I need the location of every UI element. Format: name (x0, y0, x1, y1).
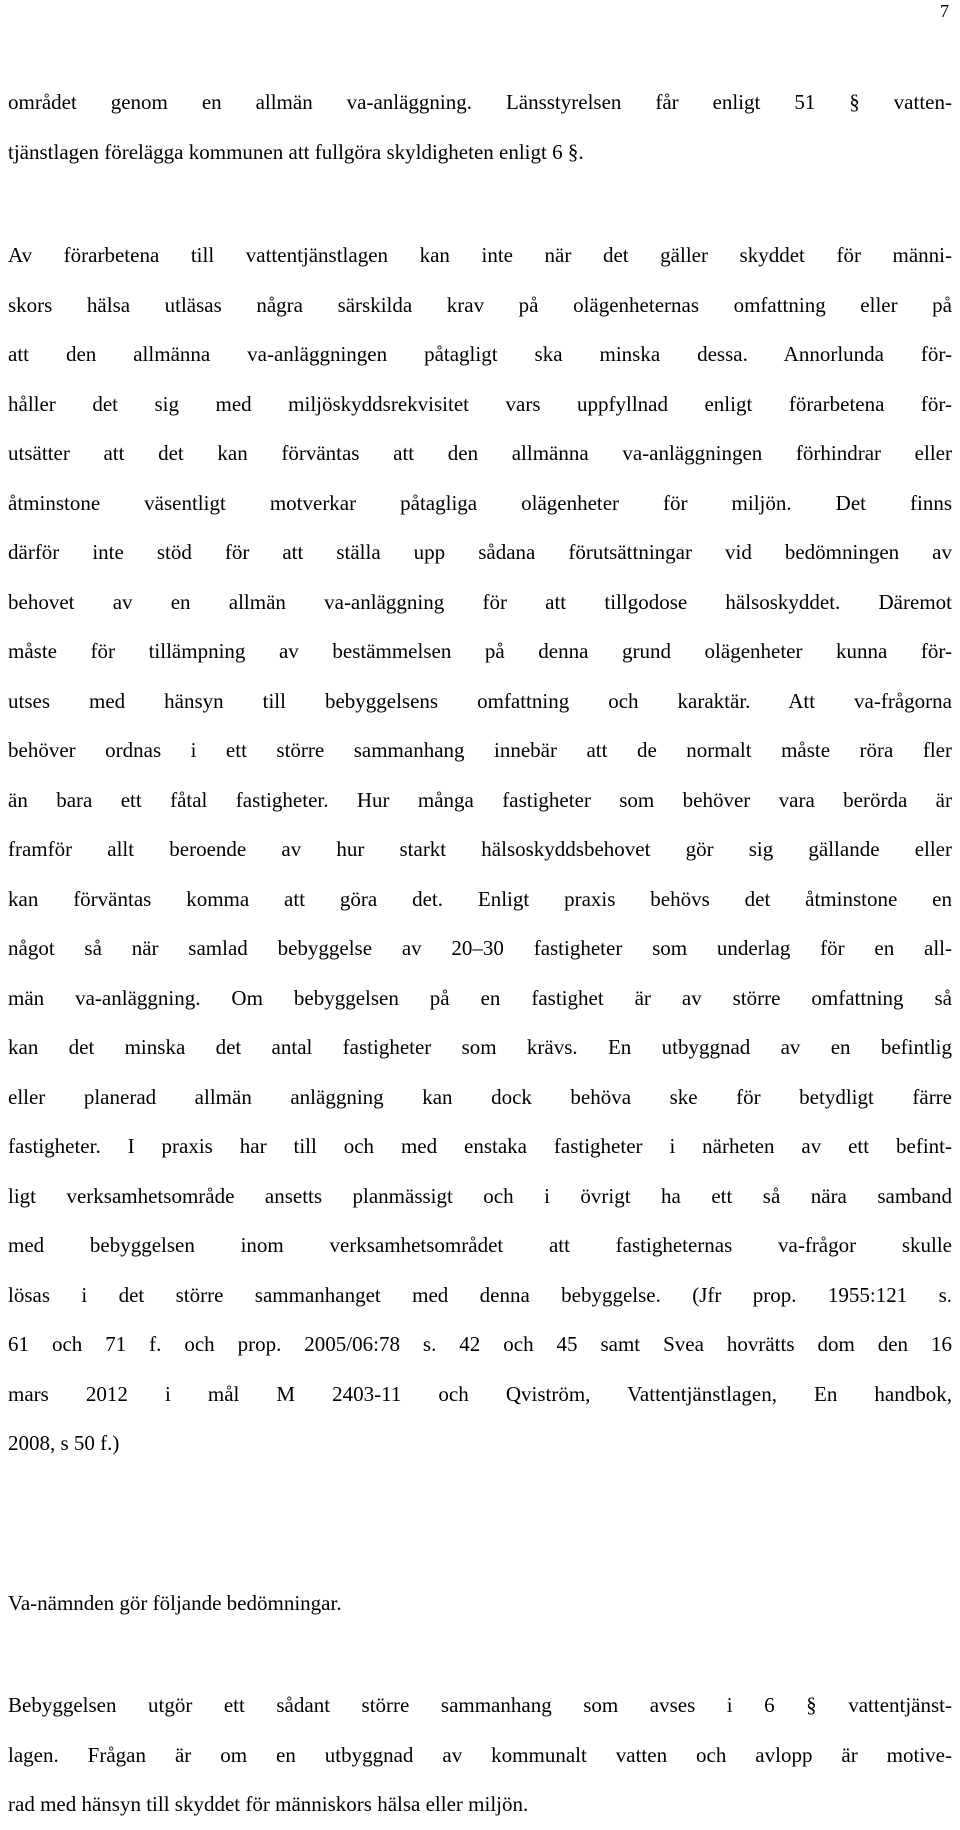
text-line: utses med hänsyn till bebyggelsens omfattning och karaktär. Att va-frågorna (8, 688, 952, 713)
text-line: därför inte stöd för att ställa upp sådana förutsättningar vid bedömningen av (8, 540, 952, 564)
paragraph-3 (8, 1579, 952, 1629)
text-line: lagen. Frågan är om en utbyggnad av kommunalt vatten och avlopp är motive- (8, 1742, 952, 1767)
text-line: behöver ordnas i ett större sammanhang innebär att de normalt måste röra fler (8, 738, 952, 762)
text-line: att den allmänna va-anläggningen påtagligt ska minska dessa. Annorlunda för- (8, 342, 952, 366)
text-line: Av förarbetena till vattentjänstlagen kan inte när det gäller skyddet för männi- (8, 243, 952, 267)
text-line: Va-nämnden gör följande bedömningar. (8, 1591, 342, 1615)
text-line: 2008, s 50 f.) (8, 1431, 120, 1455)
page-number: 7 (940, 1, 949, 21)
text-line: med bebyggelsen inom verksamhetsområdet att fastigheternas va-frågor skulle (8, 1233, 952, 1257)
paragraph-1 (8, 78, 952, 177)
paragraph-4 (8, 1681, 952, 1830)
text-line: skors hälsa utläsas några särskilda krav på olägenheternas omfattning eller på (8, 292, 952, 317)
text-line: tjänstlagen förelägga kommunen att fullgöra skyldigheten enligt 6 §. (8, 139, 584, 164)
text-line: kan förväntas komma att göra det. Enligt praxis behövs det åtminstone en (8, 886, 952, 911)
text-line: 61 och 71 f. och prop. 2005/06:78 s. 42 och 45 samt Svea hovrätts dom den 16 (8, 1332, 952, 1356)
text-line: eller planerad allmän anläggning kan dock behöva ske för betydligt färre (8, 1084, 952, 1109)
text-line: kan det minska det antal fastigheter som krävs. En utbyggnad av en befintlig (8, 1035, 952, 1059)
text-line: mars 2012 i mål M 2403-11 och Qviström, Vattentjänstlagen, En handbok, (8, 1381, 952, 1406)
text-line: lösas i det större sammanhanget med denna bebyggelse. (Jfr prop. 1955:121 s. (8, 1282, 952, 1307)
text-line: rad med hänsyn till skyddet för människors hälsa eller miljön. (8, 1792, 529, 1816)
text-line: män va-anläggning. Om bebyggelsen på en fastighet är av större omfattning så (8, 985, 952, 1010)
text-line: Bebyggelsen utgör ett sådant större sammanhang som avses i 6 § vattentjänst- (8, 1693, 952, 1717)
text-line: ligt verksamhetsområde ansetts planmässigt och i övrigt ha ett så nära samband (8, 1183, 952, 1208)
paragraph-2 (8, 231, 952, 1469)
text-line: måste för tillämpning av bestämmelsen på denna grund olägenheter kunna för- (8, 639, 952, 663)
text-line: åtminstone väsentligt motverkar påtagliga olägenheter för miljön. Det finns (8, 490, 952, 515)
text-line: området genom en allmän va-anläggning. Länsstyrelsen får enligt 51 § vatten- (8, 90, 952, 114)
text-line: utsätter att det kan förväntas att den allmänna va-anläggningen förhindrar eller (8, 441, 952, 465)
text-line: än bara ett fåtal fastigheter. Hur många fastigheter som behöver vara berörda är (8, 787, 952, 812)
text-line: något så när samlad bebyggelse av 20–30 fastigheter som underlag för en all- (8, 936, 952, 960)
text-line: håller det sig med miljöskyddsrekvisitet vars uppfyllnad enligt förarbetena för- (8, 391, 952, 416)
text-line: behovet av en allmän va-anläggning för att tillgodose hälsoskyddet. Däremot (8, 589, 952, 614)
text-line: fastigheter. I praxis har till och med enstaka fastigheter i närheten av ett befint- (8, 1134, 952, 1158)
text-line: framför allt beroende av hur starkt hälsoskyddsbehovet gör sig gällande eller (8, 837, 952, 861)
